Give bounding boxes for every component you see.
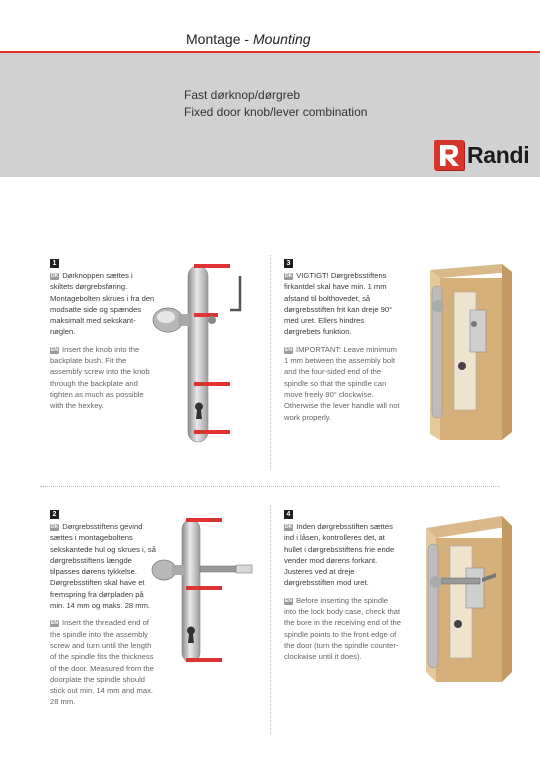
step-text-danish: Dørgrebsstiftens gevind sættes i montageboltens sekskantede hul og skrues i, så dørgrebsstiftens længde tilpasses dørens tykkelse. Dørgrebsstiften skal have et fremspring fra dørpladen på min. 14 mm og maks. 28 mm. (50, 522, 156, 611)
step-number: 3 (284, 259, 293, 268)
lang-badge: EN (51, 620, 58, 627)
step-number: 1 (50, 259, 59, 268)
door-spindle-illustration (416, 512, 520, 684)
step-3 (284, 257, 402, 429)
step-text-english: IMPORTANT: Leave minimum 1 mm between the assembly bolt and the four-sided end of the spindle so that the spindle can move freely 90° clockwise. Otherwise the lever handle will not work properly. (284, 344, 400, 422)
spindle-illustration (150, 512, 260, 672)
step-1 (50, 257, 158, 418)
lang-badge: DK (285, 273, 293, 279)
randi-logo-icon (434, 140, 464, 170)
step-text-danish: Dørknoppen sættes i skiltets dørgrebsføring. Montagebolten skrues i fra den modsatte side og spændes maksimalt med sekskant-nøglen. (50, 271, 155, 337)
divider-vertical-top (270, 255, 271, 470)
lang-badge: DK (51, 524, 59, 530)
divider-horizontal (40, 486, 500, 487)
step-text-danish: Inden dørgrebsstiften sættes ind i låsen, kontrolleres det, at hullet i dørgrebsstiftens frie ende vender mod dørens forkant. Justeres ved at dreje dørgrebsstiften mod uret. (284, 522, 395, 588)
step-2 (50, 508, 158, 714)
step-number: 4 (284, 510, 293, 519)
randi-logo (434, 139, 529, 171)
knob-backplate-illustration (150, 262, 260, 447)
lang-badge: DK (285, 524, 293, 530)
step-text-english: Insert the knob into the backplate bush. Fit the assembly screw into the knob through the backplate and tighten as much as possible with the hexkey. (50, 344, 150, 411)
brand-name: Randi (467, 141, 530, 168)
step-text-english: Before inserting the spindle into the lock body case, check that the bore in the receiving end of the spindle points to the front edge of the door (turn the spindle counter-clockwise until it does). (284, 595, 401, 662)
lang-badge: DK (51, 273, 59, 279)
step-4 (284, 508, 402, 669)
step-text-english: Insert the threaded end of the spindle into the assembly screw and turn until the length of the spindle fits the thickness of the door. Measured from the doorplate the spindle should stick out min. 14 mm and max. 28 mm. (50, 618, 154, 707)
divider-vertical-bottom (270, 505, 271, 735)
lang-badge: EN (51, 346, 58, 353)
subtitle-english: Fixed door knob/lever combination (184, 105, 368, 119)
page-title: Montage - Mounting (186, 31, 311, 47)
subtitle-danish: Fast dørknop/dørgreb (184, 88, 301, 102)
lang-badge: EN (285, 346, 292, 353)
step-text-danish: VIGTIGT! Dørgrebsstiftens firkantdel skal have min. 1 mm afstand til bolthovedet, så dørgrebsstiften frit kan dreje 90° med uret. Ellers hindres dørgrebets funktion. (284, 271, 393, 337)
lang-badge: EN (285, 597, 292, 604)
door-lock-illustration (416, 262, 516, 442)
step-number: 2 (50, 510, 59, 519)
